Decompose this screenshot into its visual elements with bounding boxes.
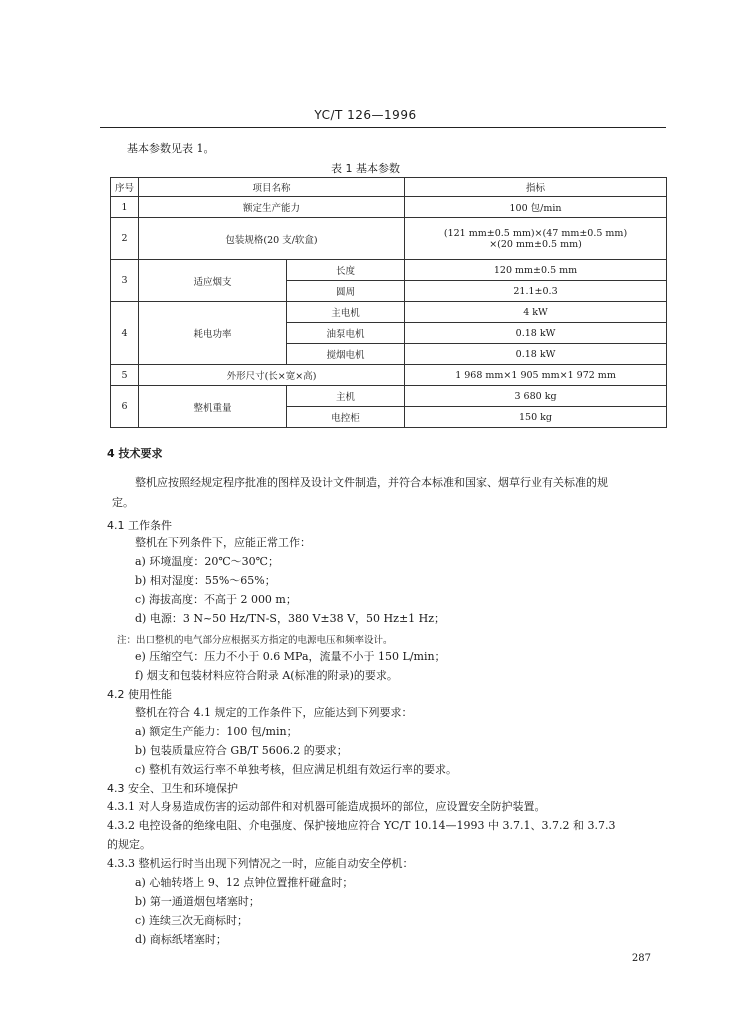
list-item: c) 连续三次无商标时； <box>135 914 248 927</box>
intro-text: 基本参数见表 1。 <box>127 142 215 155</box>
paragraph: 4.3.3 整机运行时当出现下列情况之一时，应能自动安全停机： <box>107 857 414 870</box>
paragraph: 定。 <box>112 496 134 509</box>
table-row <box>111 386 667 407</box>
document-header: YC/T 126—1996 <box>314 108 417 122</box>
row-no: 3 <box>111 260 139 302</box>
row-spec: 3 680 kg <box>405 386 667 407</box>
table-header-row <box>111 178 667 197</box>
parameters-table <box>110 177 667 428</box>
row-no: 5 <box>111 365 139 386</box>
paragraph: 整机在下列条件下，应能正常工作： <box>135 536 311 549</box>
list-item: b) 第一通道烟包堵塞时； <box>135 895 260 908</box>
row-spec-line: ×(20 mm±0.5 mm) <box>489 238 582 250</box>
table-row <box>111 218 667 260</box>
paragraph: 整机在符合 4.1 规定的工作条件下，应能达到下列要求： <box>135 706 413 719</box>
header-item: 项目名称 <box>139 178 405 197</box>
section-4-1-title: 4.1 工作条件 <box>107 519 172 532</box>
row-no: 6 <box>111 386 139 428</box>
paragraph: 4.3.2 电控设备的绝缘电阻、介电强度、保护接地应符合 YC/T 10.14—1993 中 3.7.1、3.7.2 和 3.7.3 <box>107 819 616 832</box>
list-item: c) 海拔高度：不高于 2 000 m； <box>135 593 297 606</box>
row-subitem: 搅烟电机 <box>287 344 405 365</box>
section-4-2-title: 4.2 使用性能 <box>107 688 172 701</box>
paragraph: 整机应按照经规定程序批准的图样及设计文件制造，并符合本标准和国家、烟草行业有关标准的规 <box>135 476 608 489</box>
row-item: 耗电功率 <box>139 302 287 365</box>
row-spec: 1 968 mm×1 905 mm×1 972 mm <box>405 365 667 386</box>
row-no: 2 <box>111 218 139 260</box>
header-rule <box>100 127 666 128</box>
list-item: a) 环境温度：20℃～30℃； <box>135 555 279 568</box>
header-spec: 指标 <box>405 178 667 197</box>
list-item: a) 心轴转塔上 9、12 点钟位置推杆碰盒时； <box>135 876 354 889</box>
table-row <box>111 365 667 386</box>
row-spec: 4 kW <box>405 302 667 323</box>
list-item: e) 压缩空气：压力不小于 0.6 MPa，流量不小于 150 L/min； <box>135 650 446 663</box>
row-item: 额定生产能力 <box>139 197 405 218</box>
row-spec: 150 kg <box>405 407 667 428</box>
row-subitem: 主机 <box>287 386 405 407</box>
list-item: d) 电源：3 N~50 Hz/TN-S，380 V±38 V，50 Hz±1 Hz； <box>135 612 446 625</box>
row-no: 1 <box>111 197 139 218</box>
list-item: c) 整机有效运行率不单独考核，但应满足机组有效运行率的要求。 <box>135 763 457 776</box>
row-subitem: 长度 <box>287 260 405 281</box>
paragraph: 的规定。 <box>107 838 151 851</box>
section-4-title: 4 技术要求 <box>107 447 163 460</box>
row-item: 适应烟支 <box>139 260 287 302</box>
page-number: 287 <box>631 953 651 964</box>
list-item: b) 相对湿度：55%～65%； <box>135 574 276 587</box>
section-4-3-title: 4.3 安全、卫生和环境保护 <box>107 782 238 795</box>
table-row <box>111 302 667 323</box>
table-row <box>111 260 667 281</box>
row-subitem: 圆周 <box>287 281 405 302</box>
list-item: b) 包装质量应符合 GB/T 5606.2 的要求； <box>135 744 348 757</box>
row-spec <box>405 218 667 260</box>
table-row <box>111 197 667 218</box>
row-spec: 120 mm±0.5 mm <box>405 260 667 281</box>
paragraph: 4.3.1 对人身易造成伤害的运动部件和对机器可能造成损坏的部位，应设置安全防护装置。 <box>107 800 546 813</box>
list-item: f) 烟支和包装材料应符合附录 A(标准的附录)的要求。 <box>135 669 398 682</box>
row-spec: 0.18 kW <box>405 344 667 365</box>
row-spec-line: (121 mm±0.5 mm)×(47 mm±0.5 mm) <box>443 227 628 239</box>
row-no: 4 <box>111 302 139 365</box>
row-subitem: 油泵电机 <box>287 323 405 344</box>
row-spec: 0.18 kW <box>405 323 667 344</box>
row-item: 外形尺寸(长×宽×高) <box>139 365 405 386</box>
row-spec: 21.1±0.3 <box>405 281 667 302</box>
row-spec: 100 包/min <box>405 197 667 218</box>
list-item: d) 商标纸堵塞时； <box>135 933 227 946</box>
header-no: 序号 <box>111 178 139 197</box>
row-item: 包装规格(20 支/软盒) <box>139 218 405 260</box>
row-subitem: 电控柜 <box>287 407 405 428</box>
row-subitem: 主电机 <box>287 302 405 323</box>
list-item: a) 额定生产能力：100 包/min； <box>135 725 298 738</box>
table-title: 表 1 基本参数 <box>331 162 400 175</box>
note: 注：出口整机的电气部分应根据买方指定的电源电压和频率设计。 <box>117 635 393 646</box>
row-item: 整机重量 <box>139 386 287 428</box>
